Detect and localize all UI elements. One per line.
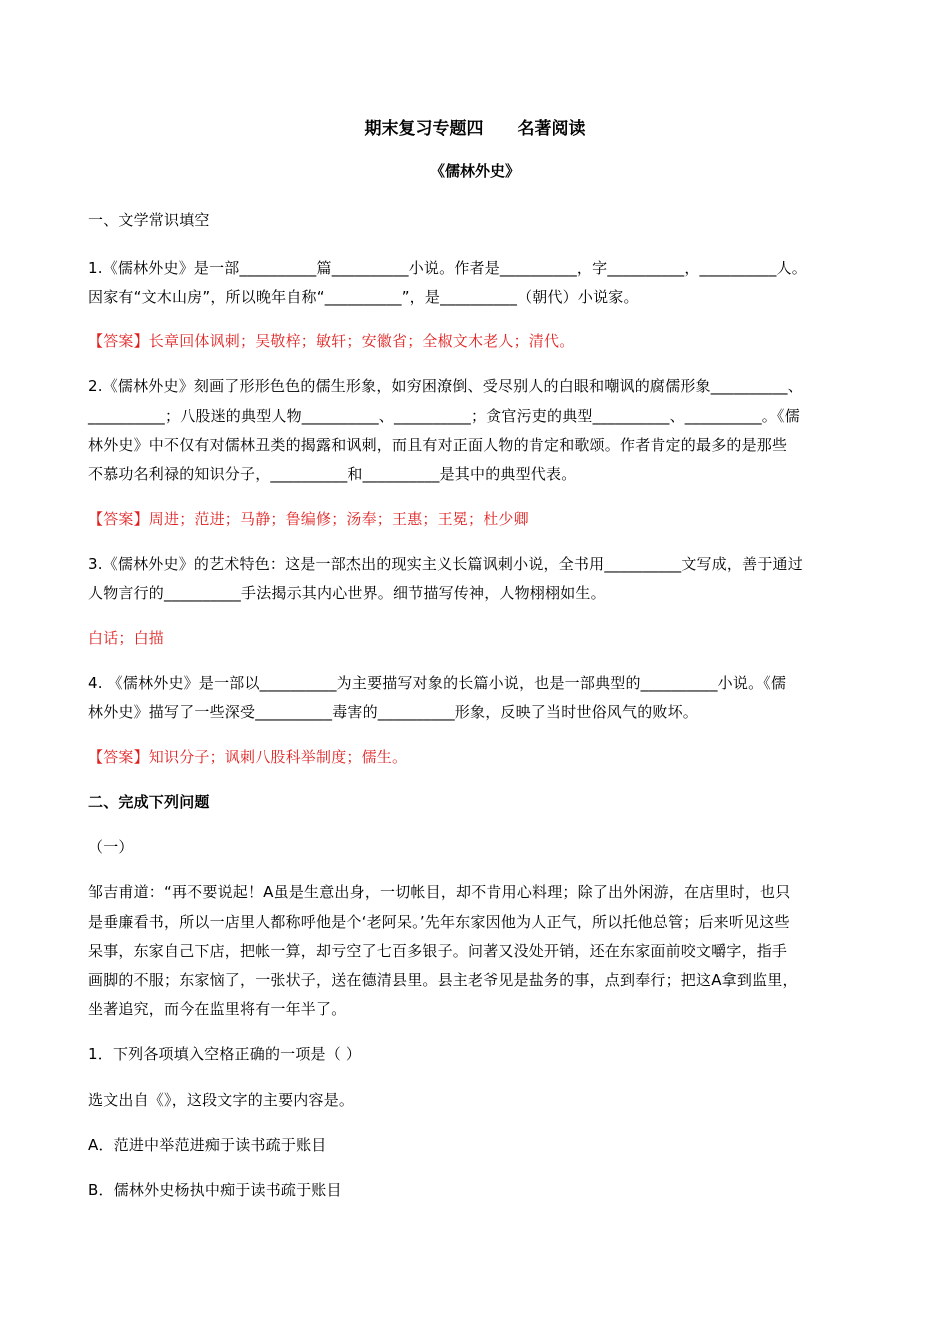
passage-line-3: 呆事，东家自己下店，把帐一算，却亏空了七百多银子。问著又没处开销，还在东家面前咬文嚼字，指手 (88, 942, 788, 960)
q4-line-2: 林外史》描写了一些深受__________毒害的__________形象，反映了当时世俗风气的败坏。 (88, 703, 699, 721)
q2-line-3: 林外史》中不仅有对儒林丑类的揭露和讽刺，而且有对正面人物的肯定和歌颂。作者肯定的最多的是那些 (88, 436, 788, 454)
q2-line-4: 不慕功名利禄的知识分子，__________和__________是其中的典型代表。 (88, 465, 577, 483)
q3-line-2: 人物言行的__________手法揭示其内心世界。细节描写传神，人物栩栩如生。 (88, 584, 606, 602)
q4-answer: 【答案】知识分子；讽刺八股科举制度；儒生。 (88, 748, 408, 766)
document-title: 期末复习专题四 名著阅读 (364, 119, 586, 139)
q2-line-1: 2.《儒林外史》刻画了形形色色的儒生形象，如穷困潦倒、受尽别人的白眼和嘲讽的腐儒形象__________、 (88, 377, 803, 395)
section-heading-2: 二、完成下列问题 (88, 793, 210, 811)
document-subtitle: 《儒林外史》 (429, 162, 520, 180)
mcq-stem: 1．下列各项填入空格正确的一项是（ ） (88, 1045, 362, 1063)
q1-answer: 【答案】长章回体讽刺；吴敬梓；敏轩；安徽省；全椒文木老人；清代。 (88, 332, 575, 350)
q2-line-2: __________；八股迷的典型人物__________、__________；贪官污吏的典型__________、__________。《儒 (88, 407, 800, 425)
q2-answer: 【答案】周进；范进；马静；鲁编修；汤奉；王惠；王冕；杜少卿 (88, 510, 529, 528)
passage-line-1: 邹吉甫道：“再不要说起！A虽是生意出身，一切帐目，却不肯用心料理；除了出外闲游，在店里时，也只 (88, 883, 791, 901)
passage-line-2: 是垂廉看书，所以一店里人都称呼他是个‘老阿呆。’先年东家因他为人正气，所以托他总管；后来听见这些 (88, 913, 790, 931)
q1-line-1: 1.《儒林外史》是一部__________篇__________小说。作者是__________，字__________，__________人。 (88, 259, 807, 277)
q4-line-1: 4. 《儒林外史》是一部以__________为主要描写对象的长篇小说，也是一部典型的__________小说。《儒 (88, 674, 787, 692)
passage-line-4: 画脚的不服；东家恼了，一张状子，送在德清县里。县主老爷见是盐务的事，点到奉行；把这A拿到监里， (88, 971, 798, 989)
mcq-prompt: 选文出自《》，这段文字的主要内容是。 (88, 1091, 355, 1109)
mcq-option-b: B．儒林外史杨执中痴于读书疏于账目 (88, 1181, 342, 1199)
section-heading-1: 一、文学常识填空 (88, 211, 210, 229)
part-label: （一） (88, 838, 134, 856)
passage-line-5: 坐著追究，而今在监里将有一年半了。 (88, 1000, 347, 1018)
mcq-option-a: A．范进中举范进痴于读书疏于账目 (88, 1136, 327, 1154)
q3-line-1: 3.《儒林外史》的艺术特色：这是一部杰出的现实主义长篇讽刺小说，全书用__________文写成，善于通过 (88, 555, 803, 573)
q3-answer: 白话；白描 (88, 629, 165, 647)
q1-line-2: 因家有“文木山房”，所以晚年自称“__________”，是__________（朝代）小说家。 (88, 288, 639, 306)
